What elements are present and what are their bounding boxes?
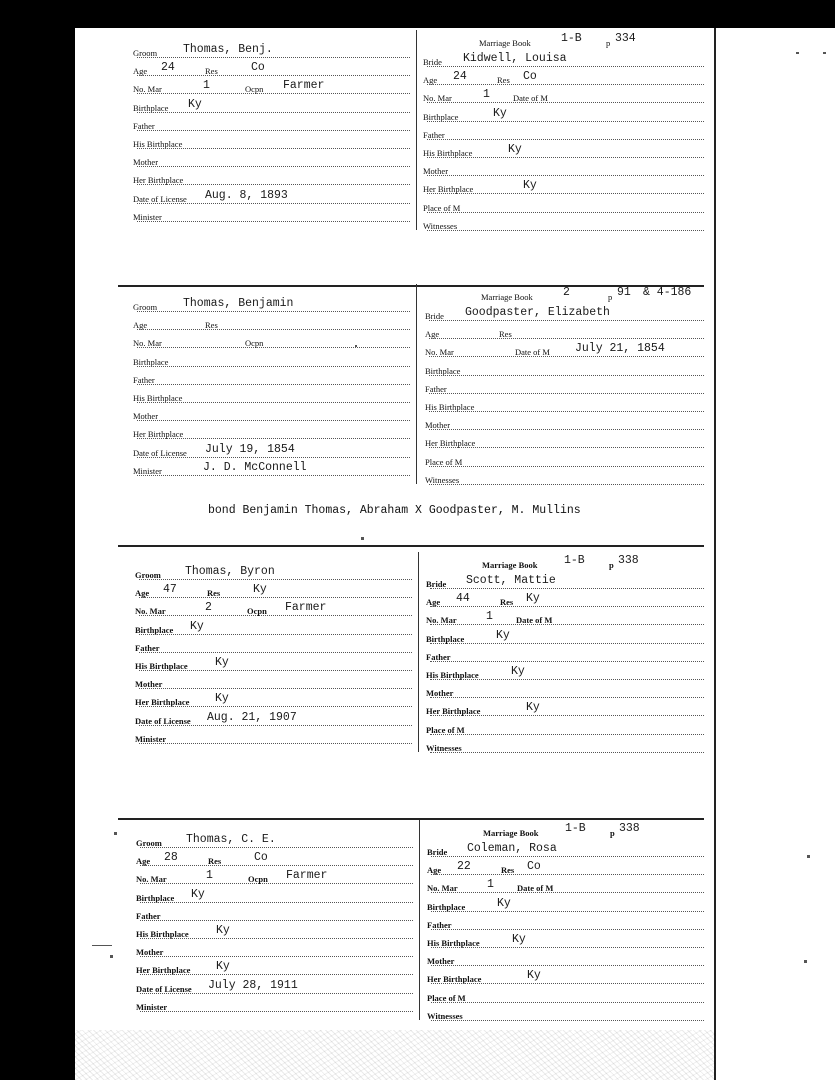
scan-speck (355, 345, 357, 347)
bride-birthplace: Ky (493, 106, 507, 120)
date-of-m-label: Date of M (517, 883, 554, 894)
groom-ocpn: Farmer (285, 601, 327, 615)
father-field-label: Father (135, 642, 160, 653)
bride-name: Kidwell, Louisa (463, 52, 567, 65)
fill-line (427, 193, 704, 194)
groom-minister: J. D. McConnell (203, 460, 307, 474)
marriage-book-page: 91 (617, 286, 631, 299)
groom-name: Thomas, C. E. (186, 833, 276, 846)
groom-name: Thomas, Benjamin (183, 297, 294, 310)
her-birthplace-field-label: Her Birthplace (425, 438, 476, 449)
her-birthplace-field-label: Her Birthplace (133, 429, 184, 440)
fill-line (431, 911, 704, 912)
witnesses-field-label: Witnesses (426, 742, 462, 753)
fill-line (431, 856, 704, 857)
groom-age: 28 (164, 851, 178, 865)
groom-date-of-license: Aug. 21, 1907 (207, 710, 297, 724)
no-mar-field-label: No. Mar (423, 93, 452, 104)
res-label: Res (500, 597, 514, 608)
fill-line (137, 438, 410, 439)
groom-ocpn: Farmer (283, 79, 325, 93)
scan-speck (807, 855, 810, 858)
fill-line (139, 615, 412, 616)
bride-res: Co (527, 860, 541, 874)
fill-line (429, 466, 704, 467)
place-of-m-field-label: Place of M (425, 456, 463, 467)
groom-ocpn: Farmer (286, 869, 328, 883)
fill-line (430, 715, 704, 716)
groom-no-mar: 1 (203, 79, 210, 93)
fill-line (139, 725, 412, 726)
no-mar-field-label: No. Mar (135, 606, 166, 617)
fill-line (139, 743, 412, 744)
marriage-book-label: Marriage Book (483, 828, 539, 838)
column-separator (418, 552, 419, 752)
fill-line (427, 175, 704, 176)
groom-field-label: Groom (136, 838, 162, 848)
fill-line (137, 57, 410, 58)
ocpn-label: Ocpn (248, 874, 268, 885)
res-label: Res (499, 329, 512, 340)
bride-birthplace: Ky (496, 628, 510, 642)
no-mar-field-label: No. Mar (427, 883, 458, 894)
scan-margin (716, 28, 835, 1080)
date-of-license-field-label: Date of License (133, 193, 187, 204)
fill-line (427, 157, 704, 158)
page-label: p (609, 560, 614, 570)
column-separator (419, 820, 420, 1020)
fill-line (137, 148, 410, 149)
bride-res: Co (523, 70, 537, 84)
res-label: Res (497, 75, 510, 86)
fill-line (430, 661, 704, 662)
groom-age: 47 (163, 583, 177, 597)
groom-field-label: Groom (133, 302, 158, 312)
date-of-m-label: Date of M (515, 347, 550, 358)
age-field-label: Age (423, 75, 438, 86)
fill-line (431, 983, 704, 984)
his-birthplace-field-label: His Birthplace (135, 661, 188, 671)
record-note: bond Benjamin Thomas, Abraham X Goodpaster, M. Mullins (208, 504, 581, 517)
her-birthplace-field-label: Her Birthplace (135, 697, 190, 708)
fill-line (137, 475, 410, 476)
birthplace-field-label: Birthplace (136, 892, 175, 903)
age-field-label: Age (425, 329, 440, 340)
fill-line (429, 411, 704, 412)
age-field-label: Age (427, 865, 442, 876)
fill-line (139, 579, 412, 580)
fill-line (430, 606, 704, 607)
fill-line (429, 356, 704, 357)
fill-line (140, 938, 413, 939)
fill-line (137, 221, 410, 222)
fill-line (427, 139, 704, 140)
witnesses-field-label: Witnesses (425, 474, 460, 485)
father-field-label: Father (136, 910, 161, 921)
groom-res: Ky (253, 583, 267, 597)
fill-line (431, 947, 704, 948)
marriage-book-page: 334 (615, 32, 636, 45)
his-birthplace-field-label: His Birthplace (136, 929, 189, 939)
bride-his-birthplace: Ky (512, 933, 526, 946)
groom-birthplace: Ky (190, 619, 204, 633)
fill-line (430, 734, 704, 735)
groom-age: 24 (161, 61, 175, 75)
fill-line (137, 112, 410, 113)
fill-line (431, 892, 704, 893)
groom-birthplace: Ky (188, 97, 202, 111)
her-birthplace-field-label: Her Birthplace (426, 706, 481, 717)
record-divider (118, 818, 704, 820)
marriage-book-page-extra: & 4-186 (643, 286, 692, 299)
groom-his-birthplace: Ky (215, 656, 229, 669)
place-of-m-field-label: Place of M (427, 992, 466, 1003)
page-label: p (608, 292, 613, 302)
fill-line (427, 66, 704, 67)
age-field-label: Age (136, 856, 151, 867)
fill-line (137, 420, 410, 421)
fill-line (427, 212, 704, 213)
witnesses-field-label: Witnesses (423, 220, 458, 231)
marriage-book-label: Marriage Book (481, 292, 533, 302)
fill-line (427, 84, 704, 85)
birthplace-field-label: Birthplace (427, 901, 466, 912)
column-separator (416, 30, 417, 230)
bride-date-of-m: July 21, 1854 (575, 342, 665, 356)
bride-his-birthplace: Ky (511, 665, 525, 678)
groom-date-of-license: July 28, 1911 (208, 978, 298, 992)
birthplace-field-label: Birthplace (426, 633, 465, 644)
marriage-book-label: Marriage Book (479, 38, 531, 48)
no-mar-field-label: No. Mar (425, 347, 454, 358)
fill-line (430, 588, 704, 589)
groom-her-birthplace: Ky (216, 960, 230, 974)
fill-line (429, 429, 704, 430)
marriage-book-number: 1-B (565, 822, 586, 835)
fill-line (430, 679, 704, 680)
his-birthplace-field-label: His Birthplace (425, 402, 475, 412)
groom-name: Thomas, Benj. (183, 43, 273, 56)
mother-field-label: Mother (136, 947, 164, 958)
her-birthplace-field-label: Her Birthplace (136, 965, 191, 976)
fill-line (431, 874, 704, 875)
minister-field-label: Minister (136, 1001, 168, 1012)
birthplace-field-label: Birthplace (425, 365, 461, 376)
groom-res: Co (254, 851, 268, 865)
scan-speck (114, 832, 117, 835)
fill-line (137, 384, 410, 385)
bride-age: 44 (456, 592, 470, 606)
fill-line (137, 75, 410, 76)
fill-line (139, 597, 412, 598)
fill-line (140, 847, 413, 848)
res-label: Res (208, 856, 222, 867)
scan-speck (823, 52, 826, 54)
bride-her-birthplace: Ky (526, 701, 540, 715)
fill-line (137, 366, 410, 367)
fill-line (140, 974, 413, 975)
marriage-book-number: 2 (563, 286, 570, 299)
her-birthplace-field-label: Her Birthplace (427, 974, 482, 985)
age-field-label: Age (426, 597, 441, 608)
her-birthplace-field-label: Her Birthplace (423, 184, 474, 195)
no-mar-field-label: No. Mar (133, 338, 162, 349)
age-field-label: Age (133, 66, 148, 77)
fill-line (137, 402, 410, 403)
fill-line (139, 670, 412, 671)
ocpn-label: Ocpn (247, 606, 267, 617)
res-label: Res (207, 588, 221, 599)
no-mar-field-label: No. Mar (133, 84, 162, 95)
bride-name: Goodpaster, Elizabeth (465, 306, 610, 319)
father-field-label: Father (425, 383, 447, 394)
page-label: p (606, 38, 611, 48)
birthplace-field-label: Birthplace (135, 624, 174, 635)
marriage-book-number: 1-B (561, 32, 582, 45)
groom-date-of-license: July 19, 1854 (205, 442, 295, 456)
fill-line (139, 652, 412, 653)
fill-line (137, 457, 410, 458)
bride-field-label: Bride (425, 311, 444, 321)
fill-line (140, 902, 413, 903)
father-field-label: Father (133, 374, 155, 385)
bride-her-birthplace: Ky (527, 969, 541, 983)
mother-field-label: Mother (427, 956, 455, 967)
fill-line (137, 311, 410, 312)
fill-line (140, 920, 413, 921)
fill-line (430, 752, 704, 753)
fill-line (430, 697, 704, 698)
bride-her-birthplace: Ky (523, 179, 537, 193)
scan-speck (796, 52, 799, 54)
fill-line (137, 203, 410, 204)
scan-speck (92, 945, 112, 946)
groom-his-birthplace: Ky (216, 924, 230, 937)
marriage-book-label: Marriage Book (482, 560, 538, 570)
groom-birthplace: Ky (191, 887, 205, 901)
age-field-label: Age (133, 320, 148, 331)
bride-res: Ky (526, 592, 540, 606)
scan-speck (804, 960, 807, 963)
groom-res: Co (251, 61, 265, 75)
mother-field-label: Mother (133, 157, 159, 168)
record-divider (118, 545, 704, 547)
fill-line (137, 329, 410, 330)
birthplace-field-label: Birthplace (133, 102, 169, 113)
birthplace-field-label: Birthplace (423, 111, 459, 122)
groom-field-label: Groom (133, 48, 158, 58)
fill-line (140, 993, 413, 994)
father-field-label: Father (427, 919, 452, 930)
mother-field-label: Mother (425, 420, 451, 431)
minister-field-label: Minister (133, 211, 162, 222)
scan-speck (361, 537, 364, 540)
groom-her-birthplace: Ky (215, 692, 229, 706)
bride-birthplace: Ky (497, 896, 511, 910)
groom-no-mar: 2 (205, 601, 212, 615)
fill-line (140, 883, 413, 884)
bride-no-mar: 1 (483, 88, 490, 102)
scan-noise (75, 1030, 716, 1080)
fill-line (429, 393, 704, 394)
minister-field-label: Minister (135, 733, 167, 744)
marriage-book-page: 338 (618, 554, 639, 567)
sheet-edge (714, 28, 716, 1080)
ocpn-label: Ocpn (245, 84, 264, 95)
fill-line (430, 624, 704, 625)
ocpn-label: Ocpn (245, 338, 264, 349)
date-of-license-field-label: Date of License (135, 715, 191, 726)
bride-name: Scott, Mattie (466, 574, 556, 587)
mother-field-label: Mother (135, 679, 163, 690)
place-of-m-field-label: Place of M (423, 202, 461, 213)
his-birthplace-field-label: His Birthplace (423, 148, 473, 158)
bride-age: 24 (453, 70, 467, 84)
no-mar-field-label: No. Mar (426, 615, 457, 626)
date-of-license-field-label: Date of License (136, 983, 192, 994)
fill-line (431, 929, 704, 930)
marriage-book-page: 338 (619, 822, 640, 835)
father-field-label: Father (423, 129, 445, 140)
bride-field-label: Bride (426, 579, 447, 589)
fill-line (431, 965, 704, 966)
groom-field-label: Groom (135, 570, 161, 580)
age-field-label: Age (135, 588, 150, 599)
place-of-m-field-label: Place of M (426, 724, 465, 735)
fill-line (137, 166, 410, 167)
fill-line (137, 184, 410, 185)
column-separator (416, 284, 417, 484)
witnesses-field-label: Witnesses (427, 1010, 463, 1021)
groom-name: Thomas, Byron (185, 565, 275, 578)
groom-no-mar: 1 (206, 869, 213, 883)
date-of-m-label: Date of M (516, 615, 553, 626)
fill-line (429, 375, 704, 376)
res-label: Res (205, 66, 218, 77)
bride-his-birthplace: Ky (508, 143, 522, 156)
fill-line (139, 706, 412, 707)
mother-field-label: Mother (133, 411, 159, 422)
date-of-license-field-label: Date of License (133, 447, 187, 458)
fill-line (429, 320, 704, 321)
fill-line (427, 230, 704, 231)
fill-line (137, 93, 410, 94)
bride-no-mar: 1 (487, 878, 494, 892)
fill-line (139, 688, 412, 689)
his-birthplace-field-label: His Birthplace (133, 139, 183, 149)
bride-age: 22 (457, 860, 471, 874)
bride-field-label: Bride (427, 847, 448, 857)
fill-line (427, 121, 704, 122)
fill-line (431, 1020, 704, 1021)
his-birthplace-field-label: His Birthplace (426, 670, 479, 680)
marriage-book-number: 1-B (564, 554, 585, 567)
fill-line (430, 643, 704, 644)
fill-line (140, 1011, 413, 1012)
birthplace-field-label: Birthplace (133, 356, 169, 367)
his-birthplace-field-label: His Birthplace (427, 938, 480, 948)
mother-field-label: Mother (423, 166, 449, 177)
minister-field-label: Minister (133, 465, 162, 476)
his-birthplace-field-label: His Birthplace (133, 393, 183, 403)
fill-line (140, 865, 413, 866)
her-birthplace-field-label: Her Birthplace (133, 175, 184, 186)
fill-line (427, 102, 704, 103)
father-field-label: Father (426, 651, 451, 662)
bride-name: Coleman, Rosa (467, 842, 557, 855)
fill-line (429, 447, 704, 448)
fill-line (431, 1002, 704, 1003)
fill-line (137, 347, 410, 348)
fill-line (140, 956, 413, 957)
mother-field-label: Mother (426, 688, 454, 699)
bride-field-label: Bride (423, 57, 442, 67)
no-mar-field-label: No. Mar (136, 874, 167, 885)
bride-no-mar: 1 (486, 610, 493, 624)
page-label: p (610, 828, 615, 838)
res-label: Res (501, 865, 515, 876)
date-of-m-label: Date of M (513, 93, 548, 104)
scan-speck (110, 955, 113, 958)
res-label: Res (205, 320, 218, 331)
fill-line (429, 338, 704, 339)
fill-line (137, 130, 410, 131)
groom-date-of-license: Aug. 8, 1893 (205, 188, 288, 202)
fill-line (429, 484, 704, 485)
fill-line (139, 634, 412, 635)
father-field-label: Father (133, 120, 155, 131)
